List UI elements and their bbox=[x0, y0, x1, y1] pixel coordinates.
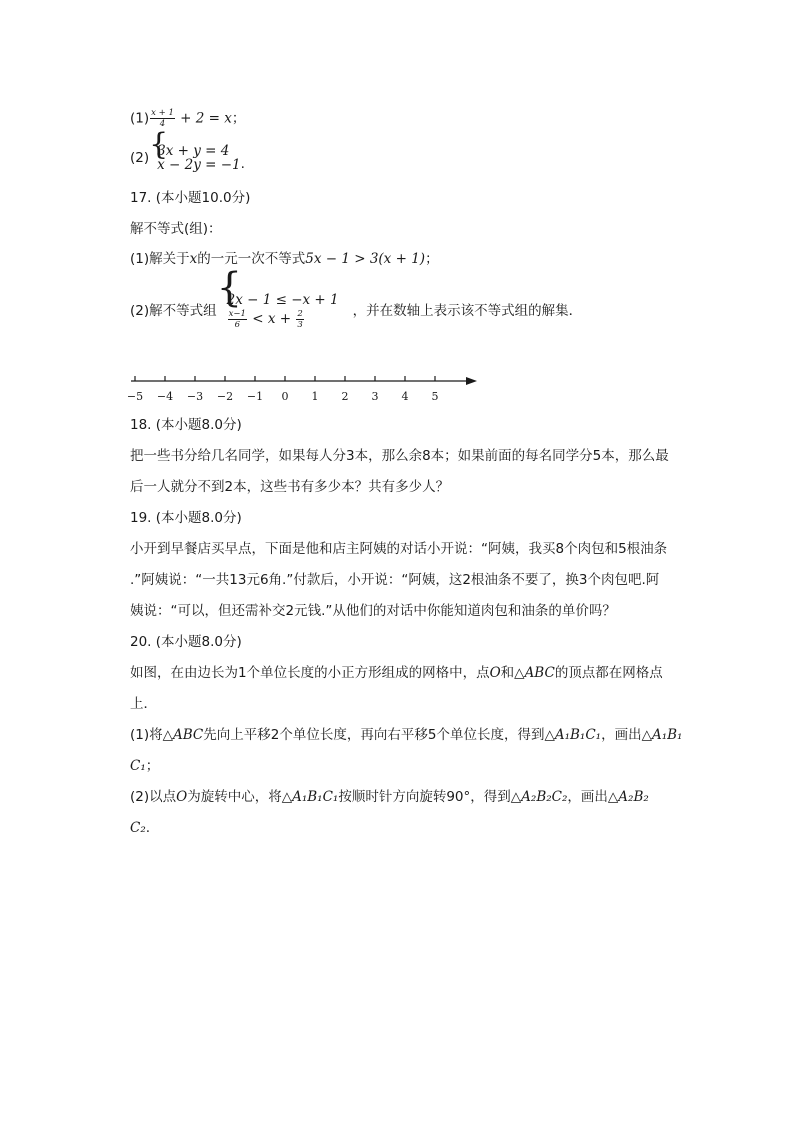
text: (1)解关于 bbox=[130, 251, 190, 267]
triangle-label: C₂ bbox=[130, 820, 146, 836]
q20-part2-line1 bbox=[130, 787, 649, 807]
q17-intro: 解不等式(组)： bbox=[130, 221, 222, 237]
variable: x bbox=[189, 251, 198, 267]
fraction-numerator: x + 1 bbox=[151, 108, 174, 118]
system-row-2: x − 2y = −1 bbox=[157, 157, 241, 173]
text: (2)以点 bbox=[130, 789, 177, 805]
tick-label: −3 bbox=[186, 390, 204, 403]
q17-heading: 17. (本小题10.0分) bbox=[130, 190, 251, 206]
tick-label: 0 bbox=[281, 390, 289, 403]
equation-rest: + 2 = x bbox=[175, 110, 232, 127]
text: ，画出△ bbox=[567, 789, 619, 805]
brace-symbol: { bbox=[149, 127, 169, 162]
tick-label: −4 bbox=[156, 390, 174, 403]
triangle-label: A₂B₂C₂ bbox=[521, 789, 568, 805]
text: 和△ bbox=[500, 665, 525, 681]
tick-label: −1 bbox=[246, 390, 264, 403]
system-row-1: 2x − 1 ≤ −x + 1 bbox=[226, 292, 339, 308]
q18-line1: 把一些书分给几名同学，如果每人分3本，那么余8本；如果前面的每名同学分5本，那么最 bbox=[130, 448, 669, 464]
punctuation: . bbox=[145, 820, 151, 836]
text: (2)解不等式组 bbox=[130, 303, 217, 319]
punctuation: ； bbox=[425, 251, 439, 267]
fraction bbox=[228, 309, 247, 330]
fraction-denominator: 6 bbox=[234, 320, 240, 330]
q20-intro-line2: 上． bbox=[130, 696, 157, 712]
q19-line2: .”阿姨说：“一共13元6角.”付款后，小开说：“阿姨，这2根油条不要了，换3个肉包吧.阿 bbox=[130, 572, 660, 588]
text: (1)将△ bbox=[130, 727, 174, 743]
tick-label: −2 bbox=[216, 390, 234, 403]
part-number: (2) bbox=[130, 150, 150, 166]
q17-part1 bbox=[130, 249, 439, 269]
q16-part1 bbox=[130, 108, 245, 129]
triangle-label: A₁B₁C₁ bbox=[554, 727, 602, 743]
inequality-system bbox=[216, 265, 339, 330]
q19-line3: 姨说：“可以，但还需补交2元钱.”从他们的对话中你能知道肉包和油条的单价吗？ bbox=[130, 603, 616, 619]
q20-intro-line1 bbox=[130, 663, 663, 683]
tick-label: 5 bbox=[431, 390, 439, 403]
point-label: O bbox=[489, 665, 501, 681]
q20-part2-line2 bbox=[130, 818, 150, 838]
punctuation: . bbox=[240, 156, 245, 172]
tick-label: 2 bbox=[341, 390, 349, 403]
text: 为旋转中心，将△ bbox=[187, 789, 293, 805]
tick-label: 1 bbox=[311, 390, 319, 403]
tick-label: 4 bbox=[401, 390, 409, 403]
triangle-label: A₂B₂ bbox=[618, 789, 649, 805]
triangle-label: ABC bbox=[173, 727, 204, 743]
q18-heading: 18. (本小题8.0分) bbox=[130, 417, 242, 433]
triangle-label: A₁B₁ bbox=[651, 727, 683, 743]
triangle-label: A₁B₁C₁ bbox=[292, 789, 339, 805]
fraction-denominator: 3 bbox=[297, 320, 303, 330]
fraction-denominator: 4 bbox=[159, 119, 166, 129]
text: 如图，在由边长为1个单位长度的小正方形组成的网格中，点 bbox=[130, 665, 490, 681]
number-line bbox=[125, 370, 485, 406]
q16-part2 bbox=[130, 127, 245, 174]
fraction bbox=[296, 309, 303, 330]
q20-part1-line1 bbox=[130, 725, 682, 745]
q17-part2 bbox=[130, 265, 583, 330]
punctuation: ； bbox=[145, 758, 160, 774]
text: 的顶点都在网格点 bbox=[554, 665, 663, 681]
triangle-label: ABC bbox=[524, 665, 555, 681]
fraction-numerator: 2 bbox=[297, 309, 303, 319]
inequality: 5x − 1 > 3(x + 1) bbox=[305, 251, 426, 267]
point-label: O bbox=[176, 789, 188, 805]
punctuation: ； bbox=[231, 110, 246, 127]
text: ，画出△ bbox=[601, 727, 652, 743]
text: 按顺时针方向旋转90°，得到△ bbox=[338, 789, 522, 805]
brace-symbol: { bbox=[216, 265, 243, 311]
q18-line2: 后一人就分不到2本，这些书有多少本？共有多少人？ bbox=[130, 479, 450, 495]
q20-heading: 20. (本小题8.0分) bbox=[130, 634, 242, 650]
text: ，并在数轴上表示该不等式组的解集． bbox=[352, 303, 583, 319]
system-row-2 bbox=[227, 309, 339, 330]
part-number: (1) bbox=[130, 110, 150, 127]
fraction bbox=[150, 108, 175, 129]
inequality-mid: < x + bbox=[247, 311, 296, 327]
triangle-label: C₁ bbox=[130, 758, 146, 774]
equation-system bbox=[149, 127, 241, 173]
tick-label: 3 bbox=[371, 390, 379, 403]
arrow-icon bbox=[466, 377, 477, 385]
text: 先向上平移2个单位长度，再向右平移5个单位长度，得到△ bbox=[203, 727, 555, 743]
q19-line1: 小开到早餐店买早点，下面是他和店主阿姨的对话小开说：“阿姨，我买8个肉包和5根油条 bbox=[130, 541, 668, 557]
q20-part1-line2 bbox=[130, 756, 159, 776]
q19-heading: 19. (本小题8.0分) bbox=[130, 510, 242, 526]
tick-label: −5 bbox=[126, 390, 144, 403]
system-row-1: 3x + y = 4 bbox=[157, 143, 230, 159]
text: 的一元一次不等式 bbox=[197, 251, 306, 267]
fraction-numerator: x−1 bbox=[228, 309, 246, 319]
